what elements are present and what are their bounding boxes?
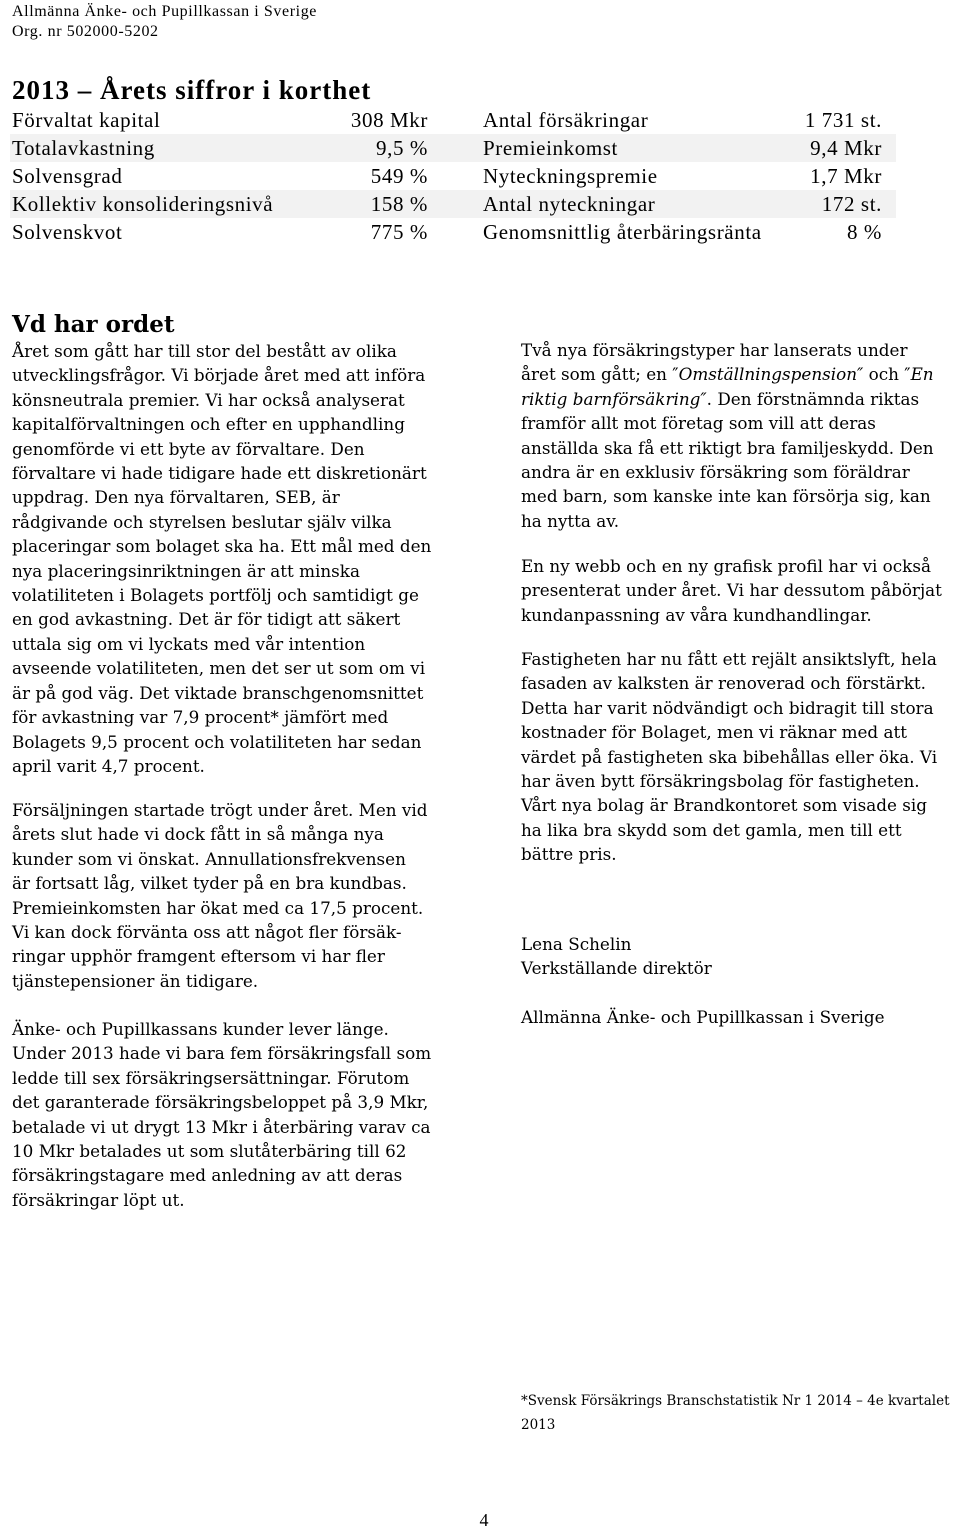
text-line: En ny webb och en ny grafisk profil har vi också: [521, 556, 931, 576]
text-line: Bolagets 9,5 procent och volatiliteten har sedan: [12, 731, 422, 752]
label-cell: Nyteckningspremie: [483, 164, 658, 188]
paragraph: [521, 647, 937, 867]
text-line: framför allt mot företag som vill att deras: [521, 413, 876, 434]
table-row: [10, 134, 896, 162]
text-line: förvaltare vi hade tidigare hade ett diskretionärt: [12, 463, 427, 484]
text-line: kapitalförvaltningen och efter en upphandling: [12, 414, 405, 435]
value-cell: 9,5 %: [376, 136, 428, 160]
label-cell: Premieinkomst: [483, 136, 618, 160]
text-line: en god avkastning. Det är för tidigt att säkert: [12, 609, 401, 630]
text-line: avseende volatiliteten, men det ser ut som om vi: [12, 658, 426, 679]
product-name: riktig barnförsäkring″: [521, 388, 707, 409]
document-header: [12, 2, 317, 42]
organization-number: Org. nr 502000-5202: [12, 23, 159, 40]
text-line: uppdrag. Den nya förvaltaren, SEB, är: [12, 487, 340, 508]
key-figures-table: [10, 106, 896, 246]
text-line: [521, 387, 934, 411]
label-cell: Antal nyteckningar: [483, 192, 656, 216]
text-line: [521, 362, 934, 386]
text-line: årets slut hade vi dock fått in så många nya: [12, 824, 384, 845]
text-line: försäkringar löpt ut.: [12, 1189, 185, 1210]
value-cell: 158 %: [370, 192, 428, 216]
text-line: volatiliteten i Bolagets portfölj och samtidigt ge: [12, 585, 419, 606]
label-cell: Antal försäkringar: [483, 108, 649, 132]
paragraph: [12, 1017, 431, 1212]
signatory-title: Verkställande direktör: [521, 958, 712, 979]
text-line: anställda ska få ett riktigt bra familjeskydd. Den: [521, 437, 934, 458]
text-line: fasaden av kalksten är renoverad och förstärkt.: [521, 673, 926, 694]
label-cell: Solvensgrad: [12, 164, 123, 188]
text-line: uttala sig om vi lyckats med vår intention: [12, 633, 366, 654]
label-cell: Genomsnittlig återbäringsränta: [483, 220, 762, 244]
text-line: andra är en exklusiv försäkring som föräldrar: [521, 462, 910, 483]
text-line: Vårt nya bolag är Brandkontoret som visade sig: [521, 795, 927, 816]
value-cell: 1,7 Mkr: [810, 164, 882, 188]
value-cell: 172 st.: [821, 192, 882, 216]
text-line: ha nytta av.: [521, 510, 620, 531]
text-line: presenterat under året. Vi har dessutom påbörjat: [521, 580, 942, 601]
table-row: [10, 106, 896, 134]
text-line: med barn, som kanske inte kan försörja sig, kan: [521, 486, 931, 507]
text-segment: och ″: [863, 364, 911, 385]
text-line: könsneutrala premier. Vi har också analyserat: [12, 389, 405, 410]
text-line: Vi kan dock förvänta oss att något fler försäk-: [12, 922, 402, 943]
text-line: nya placeringsinriktningen är att minska: [12, 560, 360, 581]
value-cell: 8 %: [846, 220, 882, 244]
text-line: Änke- och Pupillkassans kunder lever länge.: [12, 1019, 389, 1039]
text-line: värdet på fastigheten ska bibehållas eller öka. Vi: [521, 746, 938, 767]
text-line: Två nya försäkringstyper har lanserats under: [521, 340, 908, 360]
text-line: för avkastning var 7,9 procent* jämfört med: [12, 707, 389, 728]
product-name: En: [910, 364, 934, 385]
text-line: placeringar som bolaget ska ha. Ett mål med den: [12, 536, 432, 557]
paragraph: [12, 798, 428, 993]
text-line: det garanterade försäkringsbeloppet på 3,9 Mkr,: [12, 1092, 429, 1113]
organization-name: Allmänna Änke- och Pupillkassan i Sverige: [12, 3, 317, 20]
text-line: försäkringstagare med anledning av att deras: [12, 1165, 403, 1186]
signatory-name: Lena Schelin: [521, 934, 632, 954]
label-cell: Förvaltat kapital: [12, 108, 161, 132]
value-cell: 1 731 st.: [804, 108, 882, 132]
text-line: Försäljningen startade trögt under året. Men vid: [12, 800, 428, 820]
signature-company: [521, 1005, 885, 1029]
product-name: Omställningspension″: [678, 364, 864, 385]
text-line: Fastigheten har nu fått ett rejält ansiktslyft, hela: [521, 649, 937, 669]
text-line: Året som gått har till stor del bestått av olika: [12, 341, 397, 361]
signature-block: [521, 932, 712, 981]
text-line: Detta har varit nödvändigt och bidragit till stora: [521, 697, 934, 718]
text-segment: året som gått; en ″: [521, 364, 679, 385]
table-row: [10, 218, 896, 246]
text-line: kundanpassning av våra kundhandlingar.: [521, 604, 872, 625]
text-line: Under 2013 hade vi bara fem försäkringsfall som: [12, 1043, 432, 1064]
value-cell: 9,4 Mkr: [810, 136, 882, 160]
text-line: är fortsatt låg, vilket tyder på en bra kundbas.: [12, 873, 407, 894]
text-line: april varit 4,7 procent.: [12, 755, 205, 776]
text-line: ledde till sex försäkringsersättningar. Förutom: [12, 1067, 410, 1088]
value-cell: 308 Mkr: [350, 108, 428, 132]
text-line: betalade vi ut drygt 13 Mkr i återbäring varav ca: [12, 1116, 431, 1137]
value-cell: 549 %: [370, 164, 428, 188]
text-line: rådgivande och styrelsen beslutar själv vilka: [12, 511, 392, 532]
footnote-line: *Svensk Försäkrings Branschstatistik Nr 1 2014 – 4e kvartalet: [521, 1393, 950, 1409]
text-line: kunder som vi önskat. Annullationsfrekvensen: [12, 848, 406, 869]
text-segment: . Den förstnämnda riktas: [706, 388, 920, 409]
label-cell: Solvenskvot: [12, 220, 123, 244]
text-line: är på god väg. Det viktade branschgenomsnittet: [12, 682, 424, 703]
key-figures-title: 2013 – Årets siffror i korthet: [12, 75, 372, 105]
text-line: 10 Mkr betalades ut som slutåterbäring till 62: [12, 1141, 407, 1162]
label-cell: Kollektiv konsolideringsnivå: [12, 192, 274, 216]
text-line: ha lika bra skydd som det gamla, men till ett: [521, 819, 902, 840]
footnote: [521, 1389, 950, 1437]
label-cell: Totalavkastning: [12, 136, 155, 160]
page-number: 4: [479, 1510, 489, 1530]
table-row: [10, 162, 896, 190]
text-line: genomförde vi ett byte av förvaltare. Den: [12, 438, 365, 459]
text-line: bättre pris.: [521, 844, 617, 865]
paragraph: [521, 338, 934, 533]
paragraph: [521, 554, 942, 627]
text-line: kostnader för Bolaget, men vi räknar med att: [521, 722, 907, 743]
paragraph: [12, 339, 431, 778]
value-cell: 775 %: [370, 220, 428, 244]
text-line: har även bytt försäkringsbolag för fastigheten.: [521, 771, 920, 792]
text-line: tjänstepensioner än tidigare.: [12, 970, 259, 991]
text-line: utvecklingsfrågor. Vi började året med att införa: [12, 365, 426, 386]
section-heading: Vd har ordet: [12, 311, 175, 338]
table-row: [10, 190, 896, 218]
footnote-line: 2013: [521, 1417, 556, 1433]
company-name: Allmänna Änke- och Pupillkassan i Sverige: [521, 1007, 885, 1027]
text-line: ringar upphör framgent eftersom vi har fler: [12, 946, 385, 967]
text-line: Premieinkomsten har ökat med ca 17,5 procent.: [12, 897, 424, 918]
